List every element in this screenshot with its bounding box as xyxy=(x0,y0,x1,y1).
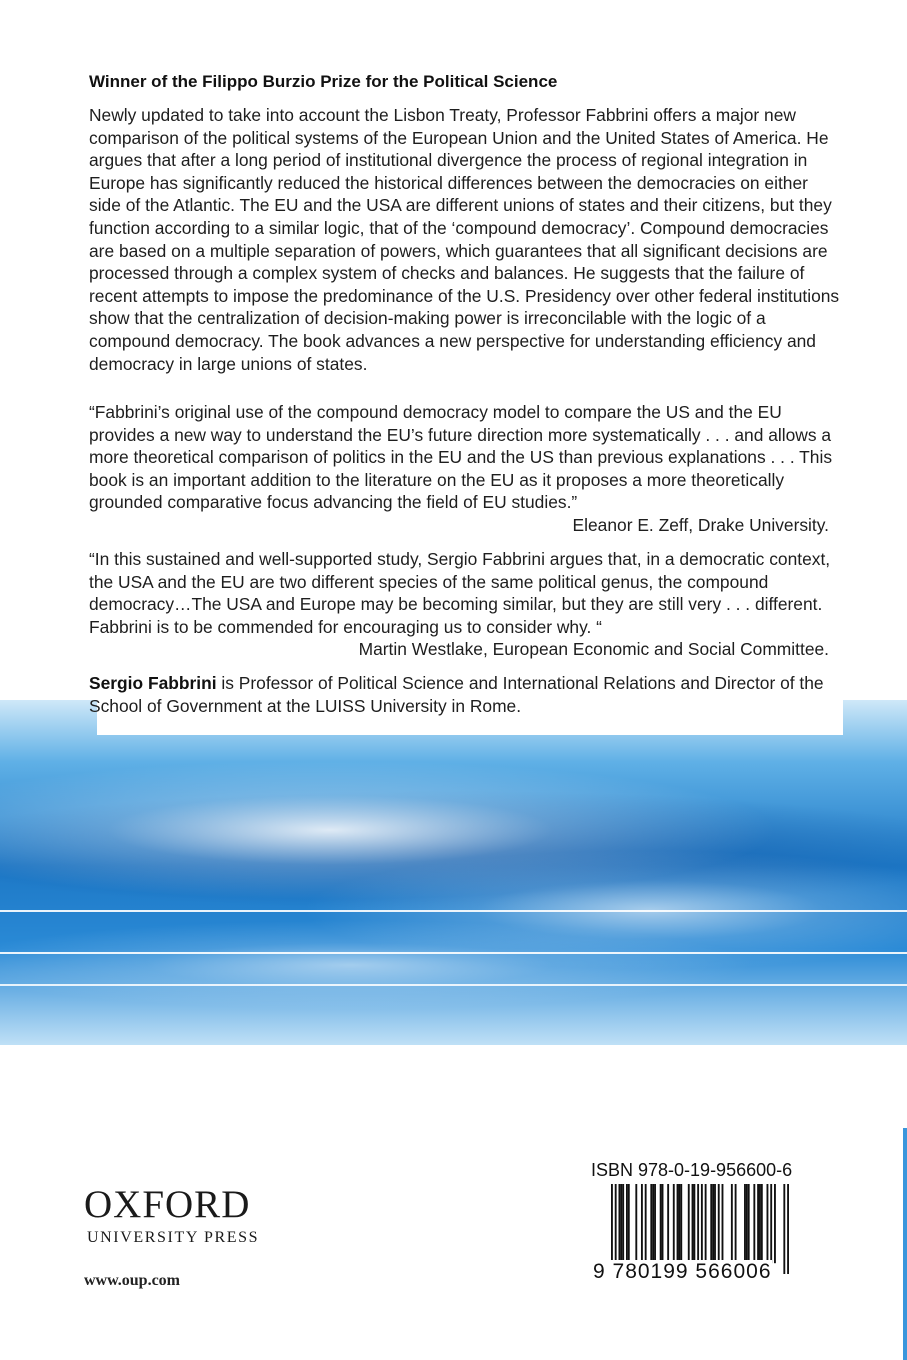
barcode-bar xyxy=(692,1184,694,1263)
barcode-bar xyxy=(761,1184,763,1263)
publisher-subtitle: UNIVERSITY PRESS xyxy=(87,1229,260,1246)
barcode-bar xyxy=(678,1184,680,1263)
barcode-bar xyxy=(722,1184,724,1263)
barcode-bar xyxy=(622,1184,624,1263)
quote-text: “Fabbrini’s original use of the compound democracy model to compare the US and the EU provides a new way to understand the EU’s future direction more systematically . . . and allows a more theoretical comparison of politics in the EU and the US than previous explanations . . . This book is an important addition to the literature on the EU as it proposes a more theoretically grounded comparative focus advancing the field of EU studies.” xyxy=(89,402,833,513)
barcode-bar xyxy=(712,1184,714,1263)
barcode-bar xyxy=(770,1184,772,1263)
author-bio xyxy=(89,672,841,717)
quote-attribution: Eleanor E. Zeff, Drake University. xyxy=(572,514,829,535)
author-bio-text: is Professor of Political Science and International Relations and Director of the School of Government at the LUISS University in Rome. xyxy=(89,673,824,716)
barcode-bar xyxy=(759,1184,761,1263)
book-blurb: Newly updated to take into account the Lisbon Treaty, Professor Fabbrini offers a major new comparison of the political systems of the European Union and the United States of America. He argues that after a long period of institutional divergence the process of regional integration in Europe has significantly reduced the historical differences between the democracies on either side of the Atlantic. The EU and the USA are different unions of states and their citizens, but they function according to a similar logic, that of the ‘compound democracy’. Compound democracies are based on a multiple separation of powers, which guarantees that all significant decisions are processed through a complex system of checks and balances. He suggests that the failure of recent attempts to impose the predominance of the U.S. Presidency over other federal institutions show that the centralization of decision-making power is irreconcilable with the logic of a compound democracy. The book advances a new perspective for understanding efficiency and democracy in large unions of states. xyxy=(89,105,840,374)
barcode-bar xyxy=(673,1184,675,1263)
barcode-bar xyxy=(748,1184,750,1263)
barcode-bar xyxy=(618,1184,620,1263)
barcode-bar xyxy=(735,1184,737,1263)
quote-attribution: Martin Westlake, European Economic and Social Committee. xyxy=(358,639,829,660)
blue-wave-band xyxy=(0,700,907,1045)
barcode-bar xyxy=(645,1184,647,1263)
barcode-bar xyxy=(753,1184,755,1263)
barcode-bar xyxy=(652,1184,654,1263)
barcode-bar xyxy=(705,1184,707,1263)
barcode-bar xyxy=(731,1184,733,1263)
barcode-bar xyxy=(680,1184,682,1263)
barcode-bar xyxy=(693,1184,695,1263)
author-name: Sergio Fabbrini xyxy=(89,673,217,693)
barcode-bar xyxy=(677,1184,679,1263)
barcode-bar xyxy=(626,1184,628,1263)
barcode-bar xyxy=(744,1184,746,1263)
barcode-bar xyxy=(654,1184,656,1263)
barcode-bar xyxy=(662,1184,664,1263)
barcode-bar xyxy=(718,1184,720,1263)
barcode-bar xyxy=(688,1184,690,1263)
review-quote-2 xyxy=(89,548,841,661)
barcode-bar xyxy=(757,1184,759,1263)
barcode-bar xyxy=(628,1184,630,1263)
quote-text: “In this sustained and well-supported study, Sergio Fabbrini argues that, in a democratic context, the USA and the EU are two different species of the same political genus, the compound democracy…The USA and Europe may be becoming similar, but they are still very . . . different. Fabbrini is to be commended for encouraging us to consider why. “ xyxy=(89,549,831,637)
review-quote-1 xyxy=(89,401,841,537)
barcode-bar xyxy=(714,1184,716,1263)
barcode-bar xyxy=(650,1184,652,1263)
barcode-bar xyxy=(746,1184,748,1263)
prize-heading: Winner of the Filippo Burzio Prize for the Political Science xyxy=(89,72,558,91)
barcode-bar xyxy=(667,1184,669,1263)
barcode-bar xyxy=(635,1184,637,1263)
barcode-bar xyxy=(767,1184,769,1263)
barcode-bar xyxy=(660,1184,662,1263)
barcode-bar xyxy=(774,1184,776,1263)
barcode-bar xyxy=(710,1184,712,1263)
publisher-name: OXFORD xyxy=(84,1183,251,1226)
spine-edge xyxy=(903,1128,907,1360)
barcode-bar xyxy=(641,1184,643,1263)
barcode-digits: 9 780199 566006 xyxy=(593,1260,772,1283)
isbn-label: ISBN 978-0-19-956600-6 xyxy=(591,1160,793,1180)
barcode xyxy=(593,1184,789,1296)
publisher-url: www.oup.com xyxy=(84,1272,181,1289)
barcode-bar xyxy=(620,1184,622,1263)
publisher-logo xyxy=(84,1183,324,1247)
